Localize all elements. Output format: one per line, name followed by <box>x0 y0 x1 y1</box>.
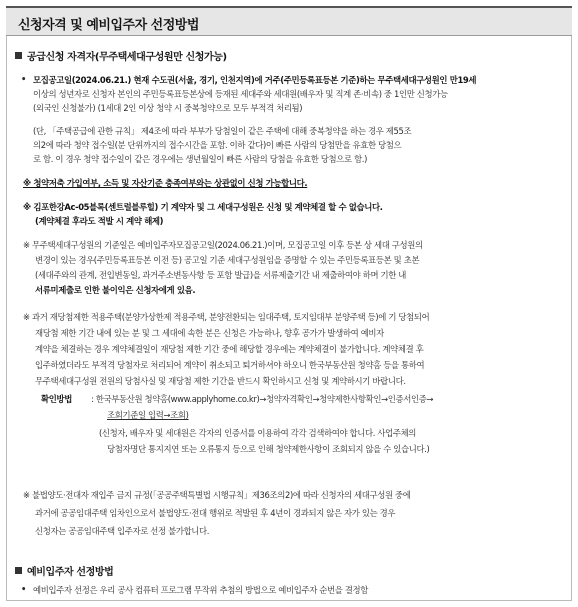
exception-line-1: (단, 「주택공급에 관한 규칙」 제4조에 따라 부부가 당첨일이 같은 주택에 대해 중복청약을 하는 경우 제55조 <box>33 126 412 136</box>
note-rewin-2: 재당첨 제한 기간 내에 있는 분 및 그 세대에 속한 분은 신청은 가능하나, 향후 공가가 발생하여 예비자 <box>35 328 384 338</box>
content-box <box>6 36 572 601</box>
note-household-2: 변경이 있는 경우(주민등록표등본 이전 등) 공고일 기준 세대구성원임을 증명할 수 있는 주민등록표등본 및 초본 <box>35 255 420 265</box>
confirm-method-4: 당첨자명단 통지지연 또는 오류통지 등으로 인해 청약제한사항이 조회되지 않을 수 있습니다.) <box>107 444 430 454</box>
exception-line-3: 로 함. 이 경우 청약 접수일이 같은 경우에는 생년월일이 빠른 사람의 당첨을 유효한 당첨으로 함.) <box>33 154 368 164</box>
note-rewin-3: 계약을 체결하는 경우 계약체결일이 재당첨 제한 기간 중에 해당할 경우에는 계약체결이 불가합니다. 계약체결 후 <box>35 344 424 354</box>
note-household-3: (세대주와의 관계, 전입변동일, 과거주소변동사항 등 포함 발급)을 서류제출기간 내 제출하여야 하며 기한 내 <box>35 270 407 280</box>
note-household-4: 서류미제출로 인한 불이익은 신청자에게 있음. <box>35 285 196 295</box>
note-rewin-5: 무주택세대구성원 전원의 당첨사실 및 재당첨 제한 기간을 반드시 확인하시고 신청 및 계약하시기 바랍니다. <box>35 376 406 386</box>
confirm-method-3: (신청자, 배우자 및 세대원은 각자의 인증서를 이용하여 각각 검색하여야 합니다. 사업주체의 <box>99 428 417 438</box>
note-existing-contract-sub: (계약체결 후라도 적발 시 계약 해제) <box>35 216 164 226</box>
dot-bullet-icon: • <box>21 74 27 84</box>
note-illegal-3: 신청자는 공공임대주택 입주자로 선정 불가합니다. <box>35 526 210 536</box>
title-bar <box>6 6 572 36</box>
eligibility-line-3: (외국인 신청불가) (1세대 2인 이상 청약 시 중복청약으로 모두 부적격 처리됨) <box>33 103 303 113</box>
note-subscription: ※ 청약저축 가입여부, 소득 및 자산기준 충족여부와는 상관없이 신청 가능합니다. <box>23 178 308 188</box>
note-existing-contract: ※ 김포한강Ac-05블록(센트럴블루힐) 기 계약자 및 그 세대구성원은 신청 및 계약체결 할 수 없습니다. <box>23 202 383 212</box>
section-heading-text: 예비입주자 선정방법 <box>27 567 114 578</box>
page-title: 신청자격 및 예비입주자 선정방법 <box>18 18 199 33</box>
square-bullet-icon <box>15 567 22 574</box>
eligibility-line-2: 이상의 성년자로 신청자 본인의 주민등록표등본상에 등재된 세대주와 세대원(배우자 및 직계 존·비속) 중 1인만 신청가능 <box>33 89 448 99</box>
confirm-method-label: 확인방법 <box>41 394 72 404</box>
confirm-method-1: : 한국부동산원 청약홈(www.applyhome.co.kr)→청약자격확인→청약제한사항확인→인증서인증→ <box>91 394 434 404</box>
section-heading-text: 공급신청 자격자(무주택세대구성원만 신청가능) <box>27 52 227 63</box>
eligibility-line-1: 모집공고일(2024.06.21.) 현재 수도권(서울, 경기, 인천지역)에 거주(주민등록표등본 기준)하는 무주택세대구성원인 만19세 <box>33 75 477 85</box>
note-household-1: ※ 무주택세대구성원의 기준일은 예비입주자모집공고일(2024.06.21.)이며, 모집공고일 이후 등본 상 세대 구성원의 <box>23 240 423 250</box>
note-rewin-4: 입주하였더라도 부적격 당첨자로 처리되어 계약이 취소되고 퇴거하셔야 하오니 한국부동산원 청약홈 등을 통하여 <box>35 360 425 370</box>
dot-bullet-icon: • <box>21 584 27 594</box>
note-illegal-1: ※ 불법양도·전대자 재입주 금지 규정(「공공주택특별법 시행규칙」제36조의2)에 따라 신청자의 세대구성원 중에 <box>23 490 411 500</box>
exception-line-2: 의2에 따라 청약 접수일(분 단위까지의 접수시간을 포함. 이하 같다)이 빠른 사람의 당첨만을 유효한 당첨으 <box>33 140 402 150</box>
note-rewin-1: ※ 과거 재당첨제한 적용주택(분양가상한제 적용주택, 분양전환되는 임대주택, 토지임대부 분양주택 등)에 기 당첨되어 <box>23 312 430 322</box>
confirm-method-2: 조회기준일 입력→조회) <box>107 410 189 420</box>
selection-method-line: 예비입주자 선정은 우리 공사 컴퓨터 프로그램 무작위 추첨의 방법으로 예비입주자 순번을 결정함 <box>33 585 369 595</box>
note-illegal-2: 과거에 공공임대주택 임차인으로서 불법양도·전대 행위로 적발된 후 4년이 경과되지 않은 자가 있는 경우 <box>35 508 396 518</box>
section-heading-selection <box>15 563 113 578</box>
square-bullet-icon <box>15 52 22 59</box>
section-heading-eligibility <box>15 48 227 63</box>
